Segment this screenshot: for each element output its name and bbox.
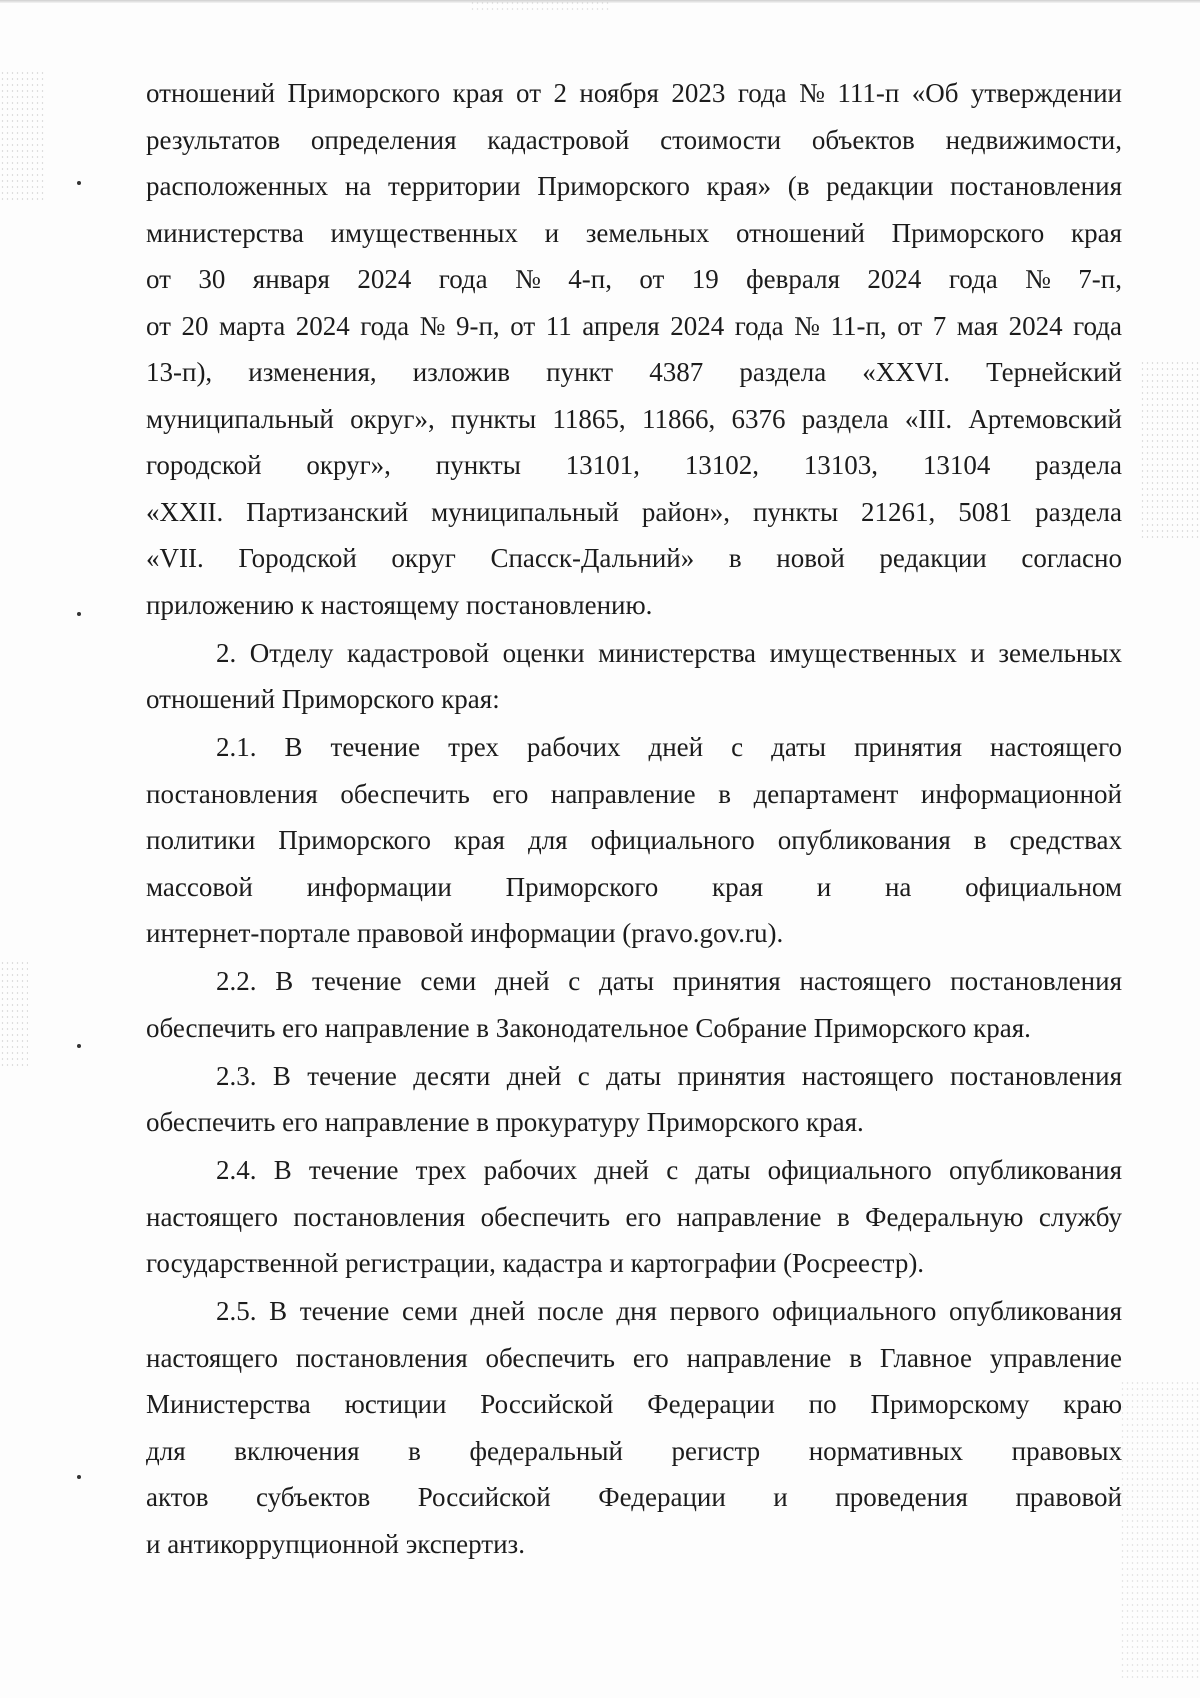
scan-noise — [470, 0, 610, 14]
scan-noise — [0, 960, 28, 1070]
paragraph-item-2 — [146, 630, 1122, 723]
text-line: обеспечить его направление в Законодательное Собрание Приморского края. — [146, 1012, 1031, 1043]
scan-noise — [1140, 360, 1200, 540]
paragraph-item-2-4 — [146, 1147, 1122, 1287]
text-line: настоящего постановления обеспечить его направление в Федеральную службу — [146, 1201, 1122, 1232]
binder-hole-mark — [77, 612, 81, 616]
text-line: 2.3. В течение десяти дней с даты принятия настоящего постановления — [216, 1060, 1122, 1091]
binder-hole-mark — [77, 1044, 81, 1048]
text-line: Министерства юстиции Российской Федерации по Приморскому краю — [146, 1389, 1122, 1419]
text-line: «XXII. Партизанский муниципальный район», пункты 21261, 5081 раздела — [146, 496, 1122, 527]
scan-noise — [0, 70, 46, 200]
text-line: результатов определения кадастровой стоимости объектов недвижимости, — [146, 124, 1122, 155]
text-line: отношений Приморского края от 2 ноября 2023 года № 111-п «Об утверждении — [146, 78, 1122, 108]
text-line: 2.1. В течение трех рабочих дней с даты принятия настоящего — [216, 732, 1122, 762]
text-line: отношений Приморского края: — [146, 684, 500, 714]
text-line: обеспечить его направление в прокуратуру Приморского края. — [146, 1107, 864, 1137]
text-line: настоящего постановления обеспечить его направление в Главное управление — [146, 1342, 1122, 1373]
text-line: государственной регистрации, кадастра и картографии (Росреестр). — [146, 1248, 925, 1278]
text-line: 2. Отделу кадастровой оценки министерства имущественных и земельных — [216, 637, 1122, 668]
paragraph-item-2-5 — [146, 1288, 1122, 1567]
text-line: 2.2. В течение семи дней с даты принятия настоящего постановления — [216, 966, 1122, 996]
text-line: «VII. Городской округ Спасск-Дальний» в новой редакции согласно — [146, 543, 1122, 573]
text-line: от 30 января 2024 года № 4-п, от 19 февраля 2024 года № 7-п, — [146, 264, 1122, 294]
text-line: 13-п), изменения, изложив пункт 4387 раздела «XXVI. Тернейский — [146, 357, 1122, 387]
text-line: министерства имущественных и земельных отношений Приморского края — [146, 217, 1122, 248]
paragraph-item-2-2 — [146, 958, 1122, 1051]
text-line: муниципальный округ», пункты 11865, 11866, 6376 раздела «III. Артемовский — [146, 403, 1122, 434]
scan-noise — [1120, 1380, 1200, 1680]
text-line: политики Приморского края для официального опубликования в средствах — [146, 825, 1122, 855]
text-line: расположенных на территории Приморского края» (в редакции постановления — [146, 171, 1122, 201]
text-line: интернет-портале правовой информации (pravo.gov.ru). — [146, 918, 784, 948]
text-line: для включения в федеральный регистр нормативных правовых — [146, 1435, 1122, 1466]
text-line: приложению к настоящему постановлению. — [146, 589, 653, 620]
text-line: 2.5. В течение семи дней после дня первого официального опубликования — [216, 1296, 1122, 1326]
paragraph-item-2-3 — [146, 1053, 1122, 1146]
text-line: постановления обеспечить его направление в департамент информационной — [146, 778, 1122, 809]
binder-hole-mark — [77, 181, 81, 185]
paragraph-item-2-1 — [146, 724, 1122, 957]
text-line: массовой информации Приморского края и на официальном — [146, 871, 1122, 902]
text-line: от 20 марта 2024 года № 9-п, от 11 апреля 2024 года № 11-п, от 7 мая 2024 года — [146, 310, 1122, 341]
paragraph-amendment — [146, 70, 1122, 628]
text-line: городской округ», пункты 13101, 13102, 13103, 13104 раздела — [146, 450, 1122, 480]
text-line: 2.4. В течение трех рабочих дней с даты официального опубликования — [216, 1155, 1122, 1185]
binder-hole-mark — [77, 1475, 81, 1479]
text-line: актов субъектов Российской Федерации и проведения правовой — [146, 1482, 1122, 1512]
document-body — [146, 70, 1122, 1567]
text-line: и антикоррупционной экспертиз. — [146, 1528, 525, 1559]
